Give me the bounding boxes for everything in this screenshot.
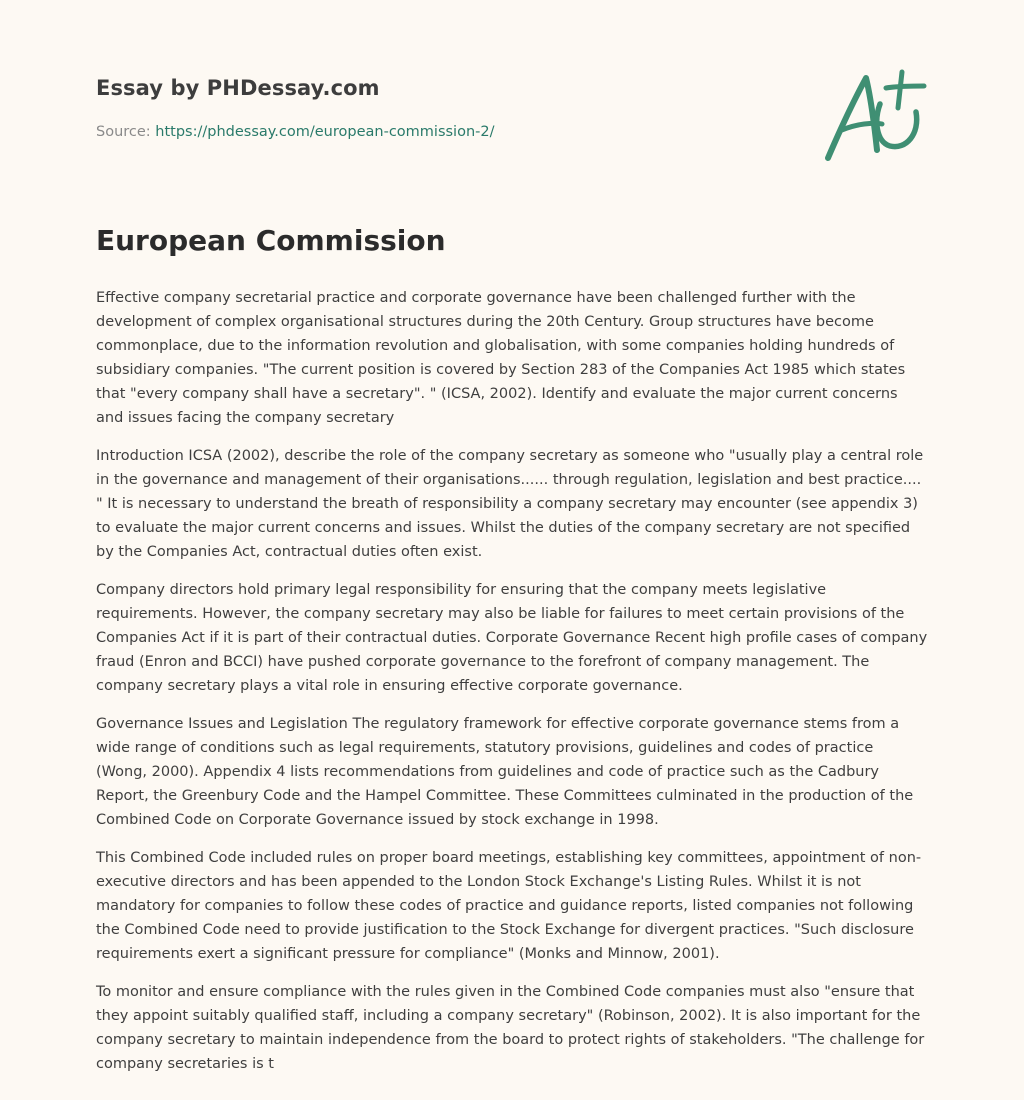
essay-paragraph: Company directors hold primary legal responsibility for ensuring that the company meets legislative requirements. However, the company secretary may also be liable for failures to meet certain provisions of the Companies Act if it is part of their contractual duties. Corporate Governance Recent high profile cases of company fraud (Enron and BCCI) have pushed corporate governance to the forefront of company management. The company secretary plays a vital role in ensuring effective corporate governance. bbox=[96, 582, 928, 694]
a-plus-grade-icon bbox=[822, 64, 932, 168]
source-label: Source: bbox=[96, 124, 156, 140]
essay-paragraph: Governance Issues and Legislation The regulatory framework for effective corporate governance stems from a wide range of conditions such as legal requirements, statutory provisions, guidelines and codes of practice (Wong, 2000). Appendix 4 lists recommendations from guidelines and code of practice such as the Cadbury Report, the Greenbury Code and the Hampel Committee. These Committees culminated in the production of the Combined Code on Corporate Governance issued by stock exchange in 1998. bbox=[96, 716, 914, 828]
essay-body bbox=[96, 286, 928, 1090]
essay-paragraph: To monitor and ensure compliance with the rules given in the Combined Code companies must also "ensure that they appoint suitably qualified staff, including a company secretary" (Robinson, 2002). It is also important for the company secretary to maintain independence from the board to protect rights of stakeholders. "The challenge for company secretaries is t bbox=[96, 984, 925, 1072]
site-brand: Essay by PHDessay.com bbox=[96, 76, 380, 100]
essay-paragraph: This Combined Code included rules on proper board meetings, establishing key committees, appointment of non-executive directors and has been appended to the London Stock Exchange's Listing Rules. Whilst it is not mandatory for companies to follow these codes of practice and guidance reports, listed companies not following the Combined Code need to provide justification to the Stock Exchange for divergent practices. "Such disclosure requirements exert a significant pressure for compliance" (Monks and Minnow, 2001). bbox=[96, 850, 922, 962]
source-line bbox=[96, 124, 494, 140]
essay-paragraph: Introduction ICSA (2002), describe the role of the company secretary as someone who "usually play a central role in the governance and management of their organisations...... through regulation, legislation and best practice.... " It is necessary to understand the breath of responsibility a company secretary may encounter (see appendix 3) to evaluate the major current concerns and issues. Whilst the duties of the company secretary are not specified by the Companies Act, contractual duties often exist. bbox=[96, 448, 924, 560]
source-link[interactable]: https://phdessay.com/european-commission-2/ bbox=[155, 124, 495, 140]
essay-paragraph: Effective company secretarial practice and corporate governance have been challenged further with the development of complex organisational structures during the 20th Century. Group structures have become commonplace, due to the information revolution and globalisation, with some companies holding hundreds of subsidiary companies. "The current position is covered by Section 283 of the Companies Act 1985 which states that "every company shall have a secretary". " (ICSA, 2002). Identify and evaluate the major current concerns and issues facing the company secretary bbox=[96, 290, 906, 426]
essay-title: European Commission bbox=[96, 224, 446, 257]
